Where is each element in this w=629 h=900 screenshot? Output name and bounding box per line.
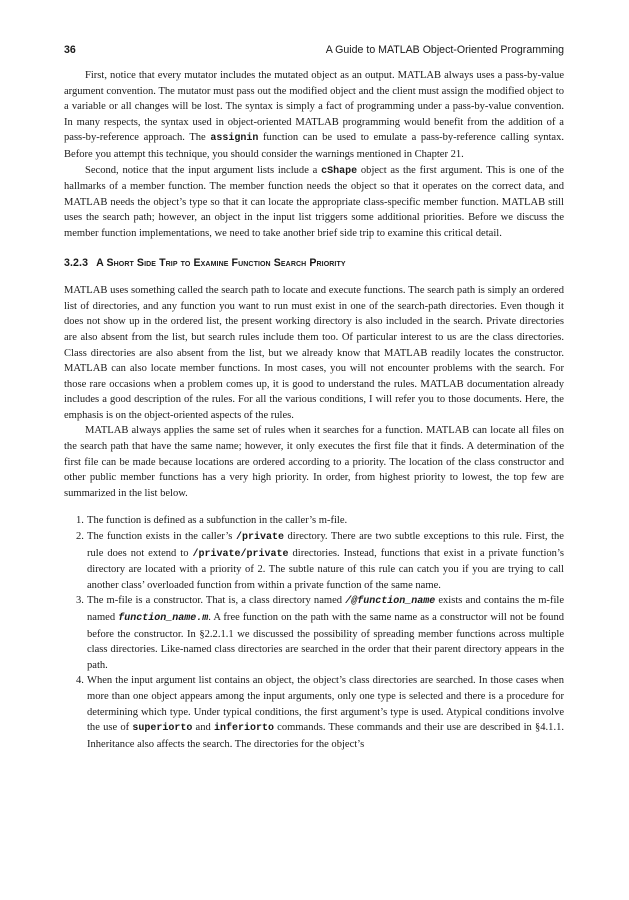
page-number: 36 bbox=[64, 44, 76, 56]
text-run: and bbox=[192, 722, 214, 734]
inline-code-private: /private bbox=[235, 532, 284, 544]
inline-code-function-file: function_name.m bbox=[118, 613, 209, 624]
text-run: The function is defined as a subfunction in the caller’s m-file. bbox=[87, 515, 348, 527]
text-run: When the input argument list contains an object, the object’s class directories are searched. In those cases when more than one object appears among the input arguments, only one type is selected and there is a procedure for determining which type. Under typical conditions, the first argument’s type is used. Atypical conditions involve the use of bbox=[87, 675, 564, 734]
inline-code-superiorto: superiorto bbox=[132, 723, 193, 735]
section-title: A Short Side Trip to Examine Function Search Priority bbox=[96, 256, 346, 269]
list-number: 3. bbox=[76, 595, 84, 607]
inline-code-cshape: cShape bbox=[321, 165, 358, 177]
page-header bbox=[64, 44, 564, 58]
text-run: object as the first argument. This is one of the hallmarks of a member function. The member function needs the object so that it operates on the correct data, and MATLAB needs the object’s type so that it can locate the appropriate class-specific member function. MATLAB still uses the search path; however, an object in the input list triggers some additional priorities. Before we discuss the member function implementations, we need to take another brief side trip to examine this critical detail. bbox=[64, 164, 564, 239]
list-number: 1. bbox=[76, 515, 84, 527]
paragraph-search-path: MATLAB uses something called the search path to locate and execute functions. The search path is simply an ordered list of directories, and any function you want to run must exist in one of the search-path directories. Even though it does not show up in the ordered list, the present working directory is also included in the search. Private directories are also absent from the list, but search rules include them too. Of particular interest to us are the class directories. Class directories are also absent from the list, but we already know that MATLAB readily locates the constructor. MATLAB can also locate member functions. In most cases, you will not encounter problems with the search. For those rare occasions when a problem comes up, it is good to understand the rules. MATLAB documentation already includes a good description of the rules. For all the various conditions, I will refer you to those documents. Here, the emphasis is on the object-oriented aspects of the rules. bbox=[64, 285, 564, 421]
list-item bbox=[64, 513, 564, 529]
paragraph-mutator-output bbox=[64, 68, 564, 163]
list-number: 4. bbox=[76, 675, 84, 687]
inline-code-assignin: assignin bbox=[210, 133, 259, 145]
paragraph-search-rules: MATLAB always applies the same set of rules when it searches for a function. MATLAB can locate all files on the search path that have the same name; however, it only executes the first file that it finds. A determination of the first file can be made because locations are ordered according to a priority. The location of the class constructor and other public member functions has a very high priority. In order, from highest priority to lowest, the top few are summarized in the list below. bbox=[64, 425, 564, 499]
text-run: The function exists in the caller’s bbox=[87, 531, 236, 543]
section-number: 3.2.3 bbox=[64, 256, 89, 269]
inline-code-function-dir: /@function_name bbox=[345, 596, 436, 608]
text-run: . A free function on the path with the same name as a constructor will not be found before the constructor. In §2.2.1.1 we discussed the possibility of spreading member functions across multiple class directories. Like-named class directories are searched in the order that their parent directory appears in the path. bbox=[87, 612, 565, 671]
text-run: directories. Instead, functions that exist in a private function’s directory are located with a priority of 2. The subtle nature of this rule can catch you if you are trying to call another class’ overloaded function from within a private function of the same name. bbox=[87, 547, 564, 591]
section-heading bbox=[64, 256, 564, 272]
inline-code-inferiorto: inferiorto bbox=[213, 723, 274, 735]
text-run: First, notice that every mutator includes the mutated object as an output. MATLAB always uses a pass-by-value argument convention. The mutator must pass out the modified object and the client must assign the modified object to a variable or all changes will be lost. The syntax is simply a fact of programming under a pass-by-value convention. In many respects, the syntax used in object-oriented MATLAB programming would benefit from the addition of a pass-by-reference approach. The bbox=[64, 70, 564, 144]
text-run: directory. There are two subtle exceptions to this rule. First, the rule does not extend to bbox=[87, 531, 564, 559]
priority-list bbox=[64, 513, 564, 752]
list-item bbox=[64, 529, 564, 593]
paragraph-input-argument bbox=[64, 163, 564, 242]
text-run: exists and contains the m-file named bbox=[87, 595, 564, 623]
list-item bbox=[64, 593, 564, 673]
text-run: function can be used to emulate a pass-by-reference calling syntax. Before you attempt this technique, you should consider the warnings mentioned in Chapter 21. bbox=[64, 132, 565, 160]
running-title: A Guide to MATLAB Object-Oriented Programming bbox=[325, 44, 564, 56]
list-item bbox=[64, 673, 564, 752]
inline-code-private-private: /private/private bbox=[192, 548, 289, 560]
list-number: 2. bbox=[76, 531, 84, 543]
text-run: commands. These commands and their use are described in §4.1.1. Inheritance also affects the search. The directories for the object’s bbox=[87, 722, 565, 750]
text-run: The m-file is a constructor. That is, a class directory named bbox=[87, 595, 346, 607]
text-run: Second, notice that the input argument lists include a bbox=[85, 164, 322, 176]
body-text bbox=[64, 68, 564, 752]
